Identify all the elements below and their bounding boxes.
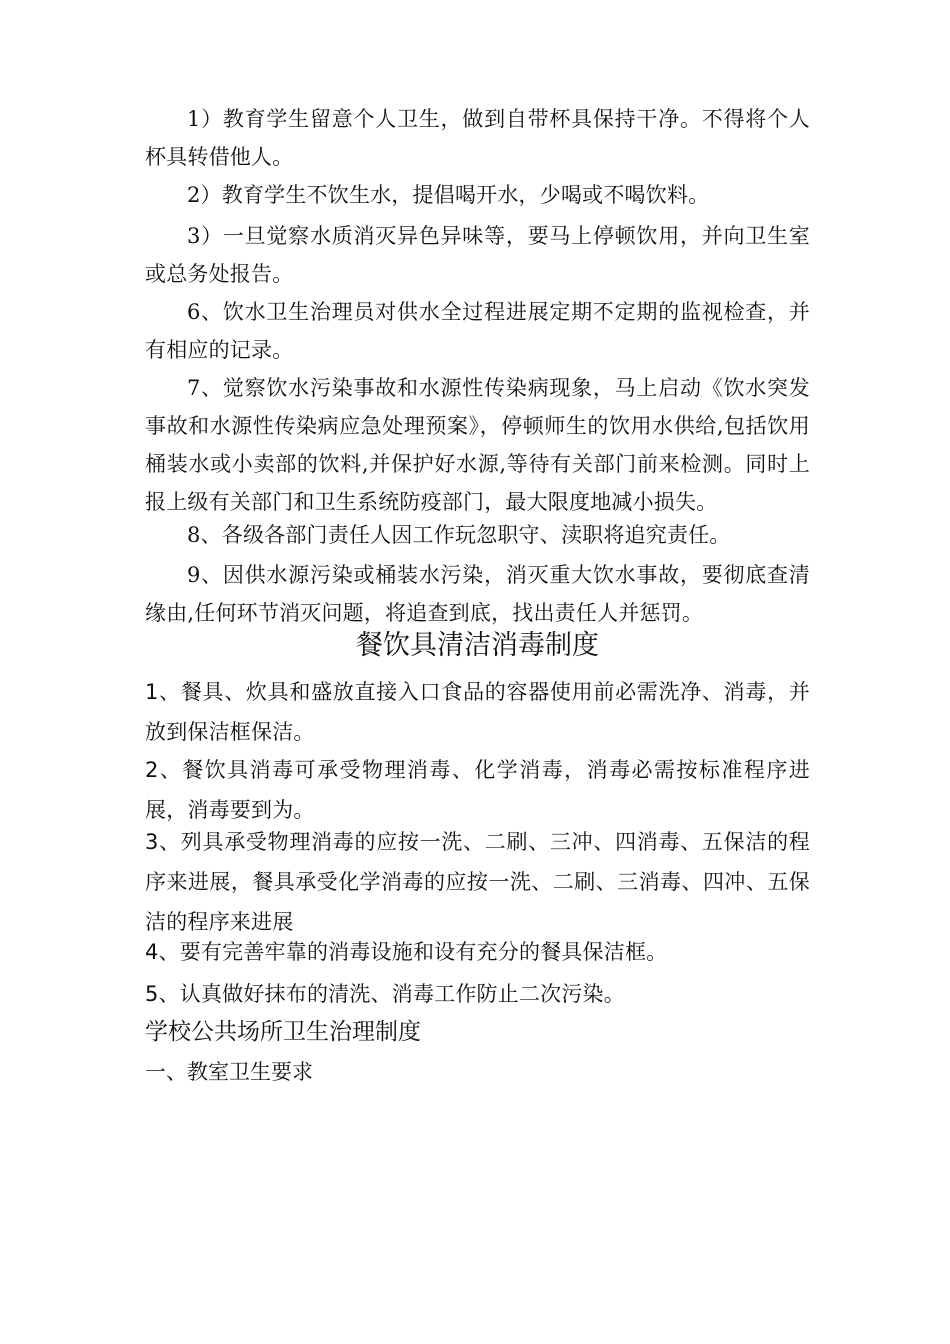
paragraph-accountability: 8、各级各部门责任人因工作玩忽职守、渎职将追究责任。 xyxy=(187,523,731,547)
paragraph-water-quality-report: 3）一旦觉察水质消灭异色异味等，要马上停顿饮用，并向卫生室或总务处报告。 xyxy=(145,224,810,286)
tableware-item-1: 1、餐具、炊具和盛放直接入口食品的容器使用前必需洗净、消毒，并放到保洁框保洁。 xyxy=(145,680,810,744)
paragraph-cup-hygiene: 1）教育学生留意个人卫生，做到自带杯具保持干净。不得将个人杯具转借他人。 xyxy=(145,107,810,169)
tableware-item-3: 3、列具承受物理消毒的应按一洗、二刷、三冲、四消毒、五保洁的程序来进展，餐具承受化学消毒的应按一洗、二刷、三消毒、四冲、五保洁的程序来进展 xyxy=(145,830,810,934)
paragraph-supervision: 6、饮水卫生治理员对供水全过程进展定期不定期的监视检查，并有相应的记录。 xyxy=(145,300,810,362)
tableware-item-2: 2、餐饮具消毒可承受物理消毒、化学消毒，消毒必需按标准程序进展，消毒要到为。 xyxy=(145,758,810,822)
subsection-classroom: 一、教室卫生要求 xyxy=(145,1060,313,1084)
section-title-public-places: 学校公共场所卫生治理制度 xyxy=(145,1019,421,1045)
section-title-tableware: 餐饮具清洁消毒制度 xyxy=(356,630,599,661)
tableware-item-5: 5、认真做好抹布的清洗、消毒工作防止二次污染。 xyxy=(145,982,625,1006)
paragraph-emergency-plan: 7、觉察饮水污染事故和水源性传染病现象，马上启动《饮水突发事故和水源性传染病应急处理预案》，停顿师生的饮用水供给,包括饮用桶装水或小卖部的饮料,并保护好水源,等待有关部门前来检测。同时上报上级有关部门和卫生系统防疫部门，最大限度地减小损失。 xyxy=(145,376,810,514)
paragraph-major-incident: 9、因供水源污染或桶装水污染，消灭重大饮水事故，要彻底查清缘由,任何环节消灭问题，将追查到底，找出责任人并惩罚。 xyxy=(145,563,810,625)
tableware-item-4: 4、要有完善牢靠的消毒设施和设有充分的餐具保洁框。 xyxy=(145,940,668,964)
paragraph-no-raw-water: 2）教育学生不饮生水，提倡喝开水，少喝或不喝饮料。 xyxy=(187,183,710,207)
